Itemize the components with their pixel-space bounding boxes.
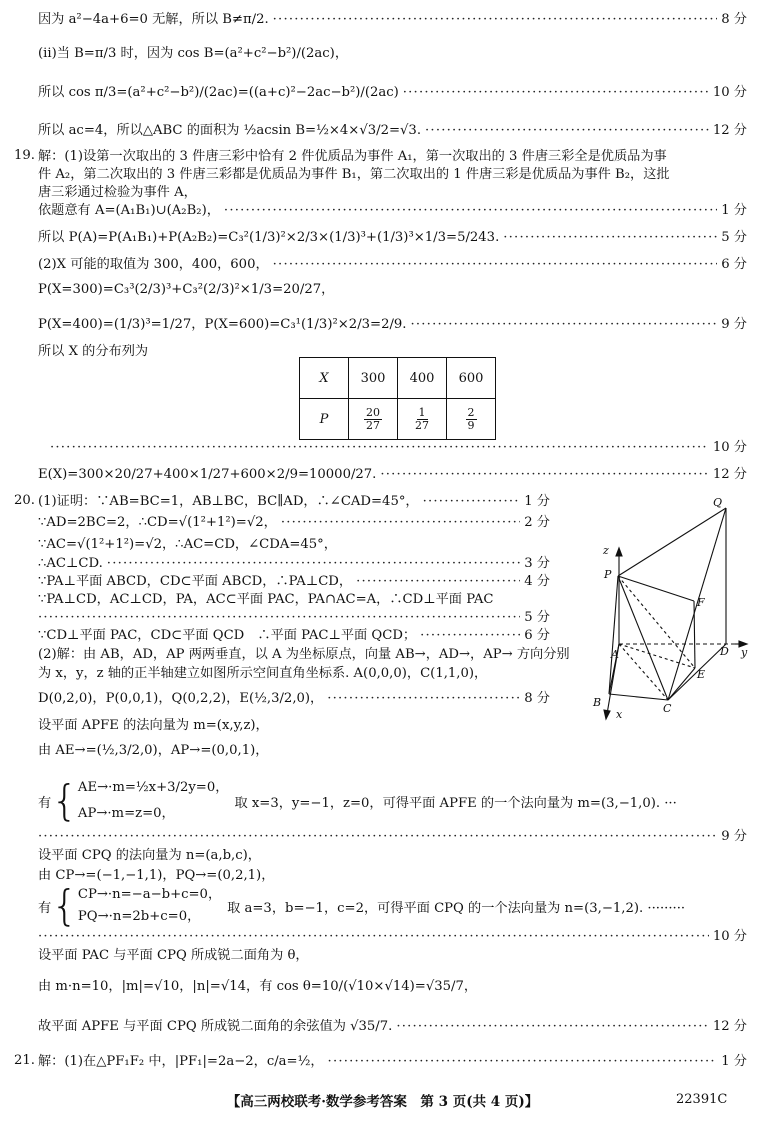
answer-line: 设平面 PAC 与平面 CPQ 所成锐二面角为 θ， (38, 948, 309, 963)
answer-line: D(0,2,0)，P(0,0,1)，Q(0,2,2)，E(½,3/2,0)， ····· 8 分 (38, 690, 550, 708)
answer-line: (ii)当 B=π/3 时，因为 cos B=(a²+c²−b²)/(2ac)， (38, 46, 349, 61)
answer-line: 由 CP→=(−1,−1,1)，PQ→=(0,2,1)， (38, 868, 275, 883)
equation-system: 有 { AE→·m=½x+3/2y=0， AP→·m=z=0， 取 x=3，y=−1，z=0，可得平面 APFE 的一个法向量为 m=(3,−1,0). ··· (38, 776, 677, 825)
answer-line: (2)解：由 AB，AD，AP 两两垂直，以 A 为坐标原点，向量 AB→，AD→，AP→ 方向分别 (38, 647, 570, 662)
table-cell (398, 399, 447, 440)
left-brace: { (51, 776, 78, 825)
distribution-table (299, 357, 496, 440)
table-cell: 600 (447, 358, 496, 399)
document-code: 22391C (676, 1092, 728, 1107)
answer-line: ∴AC⊥CD. ····· 3 分 (38, 555, 550, 573)
table-row (300, 358, 496, 399)
fraction: $\frac{1}{27}$ (415, 405, 429, 432)
answer-line: ∵AD=2BC=2，∴CD=√(1²+1²)=√2， ····· 2 分 (38, 514, 550, 532)
answer-line: 为 x，y，z 轴的正半轴建立如图所示空间直角坐标系. A(0,0,0)，C(1,1,0)， (38, 666, 488, 681)
label-D: D (720, 645, 729, 658)
left-brace: { (51, 881, 78, 930)
answer-line: P(X=400)=(1/3)³=1/27，P(X=600)=C₃¹(1/3)²×2/3=2/9. ····· 9 分 (38, 316, 747, 334)
table-cell: 400 (398, 358, 447, 399)
answer-line: (1)证明：∵AB=BC=1，AB⊥BC，BC∥AD，∴∠CAD=45°， ····· 1 分 (38, 493, 550, 511)
answer-line: ····· 9 分 (38, 828, 747, 846)
answer-line: ∵PA⊥平面 ABCD，CD⊂平面 ABCD，∴PA⊥CD， ····· 4 分 (38, 573, 550, 591)
answer-line: 所以 ac=4，所以△ABC 的面积为 ½acsin B=½×4×√3/2=√3. ····· 12 分 (38, 122, 747, 140)
answer-line: P(X=300)=C₃³(2/3)³+C₃²(2/3)²×1/3=20/27， (38, 282, 335, 297)
answer-line: 解：(1)在△PF₁F₂ 中，|PF₁|=2a−2，c/a=½， ····· 1 分 (38, 1053, 747, 1071)
answer-line: ∵PA⊥CD，AC⊥CD，PA，AC⊂平面 PAC，PA∩AC=A，∴CD⊥平面 PAC (38, 592, 494, 607)
answer-line: 唐三彩通过检验为事件 A， (38, 185, 197, 200)
question-number: 19. (14, 148, 35, 163)
table-cell: X (300, 358, 349, 399)
answer-line: 由 m·n=10，|m|=√10，|n|=√14，有 cos θ=10/(√10×√14)=√35/7， (38, 979, 478, 994)
table-cell: P (300, 399, 349, 440)
answer-line: 所以 X 的分布列为 (38, 344, 149, 359)
answer-line: 因为 a²−4a+6=0 无解，所以 B≠π/2. ····· 8 分 (38, 11, 747, 29)
label-A: A (611, 648, 619, 661)
answer-line: (2)X 可能的取值为 300，400，600， ····· 6 分 (38, 256, 747, 274)
label-x: x (616, 708, 623, 721)
answer-line: E(X)=300×20/27+400×1/27+600×2/9=10000/27. ····· 12 分 (38, 466, 747, 484)
label-y: y (741, 646, 748, 659)
label-C: C (663, 702, 672, 715)
answer-line: 依题意有 A=(A₁B₁)∪(A₂B₂)， ····· 1 分 (38, 202, 747, 220)
label-F: F (697, 596, 705, 609)
table-row (300, 399, 496, 440)
answer-line: 设平面 CPQ 的法向量为 n=(a,b,c)， (38, 848, 261, 863)
answer-line: 解：(1)设第一次取出的 3 件唐三彩中恰有 2 件优质品为事件 A₁，第一次取出的 3 件唐三彩全是优质品为事 (38, 149, 667, 164)
label-B: B (593, 696, 602, 709)
answer-line: 所以 cos π/3=(a²+c²−b²)/(2ac)=((a+c)²−2ac−b²)/(2ac) ····· 10 分 (38, 84, 747, 102)
answer-line: ····· 10 分 (38, 928, 747, 946)
label-Q: Q (713, 496, 723, 509)
label-P: P (604, 568, 612, 581)
table-cell (447, 399, 496, 440)
page-footer: 【高三两校联考·数学参考答案 第 3 页(共 4 页)】 (226, 1094, 539, 1110)
answer-line: ····· 10 分 (38, 439, 747, 457)
question-number: 20. (14, 493, 35, 508)
answer-line: 所以 P(A)=P(A₁B₁)+P(A₂B₂)=C₃²(1/3)²×2/3×(1/3)³+(1/3)³×1/3=5/243. ····· 5 分 (38, 229, 747, 247)
answer-line: ∵CD⊥平面 PAC，CD⊂平面 QCD ∴平面 PAC⊥平面 QCD； ····· 6 分 (38, 627, 550, 645)
fraction: $\frac{20}{27}$ (366, 405, 380, 432)
answer-line: 故平面 APFE 与平面 CPQ 所成锐二面角的余弦值为 √35/7. ····· 12 分 (38, 1018, 747, 1036)
label-z: z (603, 544, 609, 557)
question-number: 21. (14, 1053, 35, 1068)
equation-system: 有 { CP→·n=−a−b+c=0， PQ→·n=2b+c=0， 取 a=3，b=−1，c=2，可得平面 CPQ 的一个法向量为 n=(3,−1,2). ········· (38, 881, 686, 930)
fraction: $\frac{2}{9}$ (467, 405, 475, 432)
table-cell: 300 (349, 358, 398, 399)
answer-line: ····· 5 分 (38, 609, 550, 627)
answer-line: 由 AE→=(½,3/2,0)，AP→=(0,0,1)， (38, 743, 269, 758)
answer-line: ∵AC=√(1²+1²)=√2，∴AC=CD，∠CDA=45°， (38, 537, 337, 552)
answer-line: 设平面 APFE 的法向量为 m=(x,y,z)， (38, 718, 269, 733)
table-cell (349, 399, 398, 440)
label-E: E (697, 668, 706, 681)
pyramid-figure (585, 494, 755, 724)
answer-line: 件 A₂，第二次取出的 3 件唐三彩都是优质品为事件 B₁，第二次取出的 1 件唐三彩是优质品为事件 B₂，这批 (38, 167, 670, 182)
